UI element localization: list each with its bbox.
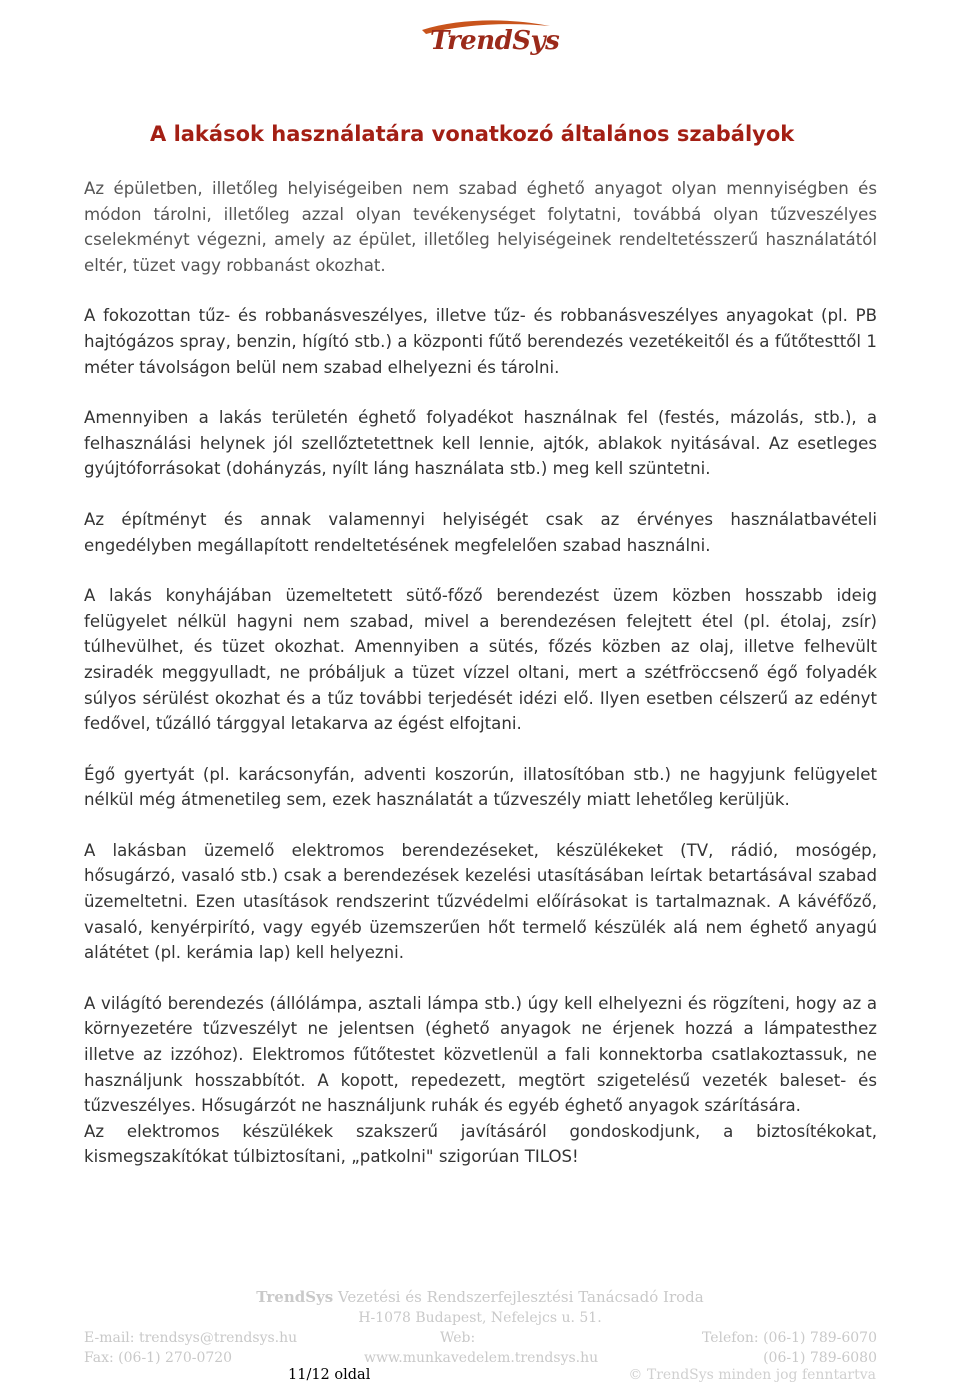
paragraph-building-use: Az építményt és annak valamennyi helyiségét csak az érvényes használatbavételi engedélyben megállapított rendeltetésének megfelelően szabad használni.	[84, 509, 877, 555]
footer-contact-row-1	[84, 1330, 877, 1350]
paragraph-electrical-devices: A lakásban üzemelő elektromos berendezéseket, készülékeket (TV, rádió, mosógép, hősugárzó, vasaló stb.) csak a berendezések kezelési utasításában leírtak betartásával szabad üzemeltetni. Ezen utasítások rendszerint tűzvédelmi előírásokat is tartalmaznak. A kávéfőző, vasaló, kenyérpirító, vagy egyéb üzemszerűen hőt termelő készülék alá nem éghető anyagú alátétet (pl. kerámia lap) kell helyezni.	[84, 840, 877, 963]
paragraph-flammable-materials: A fokozottan tűz- és robbanásveszélyes, illetve tűz- és robbanásveszélyes anyagokat (pl. PB hajtógázos spray, benzin, hígító stb.) a központi fűtő berendezés vezetékeitől és a fűtőtesttől 1 méter távolságon belül nem szabad elhelyezni és tárolni.	[84, 306, 877, 377]
paragraph-lighting: A világító berendezés (állólámpa, asztali lámpa stb.) úgy kell elhelyezni és rögzíteni, hogy az a környezetére tűzveszélyt ne jelentsen (éghető anyagok ne érjenek hozzá a lámpatesthez illetve az izzóhoz). Elektromos fűtőtestet közvetlenül a fali konnektorba csatlakoztassuk, ne használjunk hosszabbítót. A kopott, repedezett, megtört szigetelésű vezeték baleset- és tűzveszélyes. Hősugárzót ne használjunk ruhák és egyéb éghető anyagok szárítására.	[84, 993, 877, 1116]
footer-fax: Fax: (06-1) 270-0720	[84, 1350, 233, 1366]
footer-phone: Telefon: (06-1) 789-6070	[702, 1330, 877, 1346]
page-title: A lakások használatára vonatkozó általános szabályok	[150, 122, 795, 146]
page-number: 11/12 oldal	[288, 1367, 371, 1383]
paragraph-storage: Az épületben, illetőleg helyiségeiben nem szabad éghető anyagot olyan mennyiségben és módon tárolni, illetőleg azzal olyan tevékenységet folytatni, továbbá olyan tűzveszélyes cselekményt végezni, amely az épület, illetőleg helyiségeinek rendeltetésszerű használatától eltér, tüzet vagy robbanást okozhat.	[84, 179, 877, 275]
trendsys-logo	[400, 16, 560, 76]
footer-brand: TrendSys	[256, 1288, 334, 1306]
paragraph-flammable-liquids: Amennyiben a lakás területén éghető folyadékot használnak fel (festés, mázolás, stb.), a felhasználási helynek jól szellőztetettnek kell lennie, ajtók, ablakok nyitásával. Az esetleges gyújtóforrásokat (dohányzás, nyílt láng használata stb.) meg kell szüntetni.	[84, 408, 877, 479]
footer-copyright: © TrendSys minden jog fenntartva	[628, 1367, 876, 1383]
footer-phone-2: (06-1) 789-6080	[763, 1350, 877, 1366]
footer-web-url: www.munkavedelem.trendsys.hu	[364, 1350, 599, 1366]
paragraph-repairs: Az elektromos készülékek szakszerű javításáról gondoskodjunk, a biztosítékokat, kismegszakítókat túlbiztosítani, „patkolni" szigorúan TILOS!	[84, 1121, 877, 1167]
footer-company-name: Vezetési és Rendszerfejlesztési Tanácsadó Iroda	[333, 1288, 704, 1306]
logo-text: TrendSys	[430, 26, 560, 56]
paragraph-kitchen: A lakás konyhájában üzemeltetett sütő-főző berendezést üzem közben hosszabb ideig felügyelet nélkül hagyni nem szabad, mivel a berendezésen felejtett étel (pl. étolaj, zsír) túlhevülhet, és tüzet okozhat. Amennyiben a sütés, főzés közben az olaj, illetve felhevült zsiradék meggyulladt, ne próbáljuk a tüzet vízzel oltani, mert a szétfröccsenő égő folyadék súlyos sérülést okozhat és a tűz további terjedését idézi elő. Ilyen esetben célszerű az edényt fedővel, tűzálló tárggyal letakarva az égést elfojtani.	[84, 586, 877, 734]
document-body	[84, 176, 877, 1195]
footer-email: E-mail: trendsys@trendsys.hu	[84, 1330, 298, 1346]
footer-company-line	[0, 1288, 960, 1306]
footer-address: H-1078 Budapest, Nefelejcs u. 51.	[358, 1310, 602, 1326]
footer-web-label: Web:	[440, 1330, 476, 1346]
paragraph-candles: Égő gyertyát (pl. karácsonyfán, adventi koszorún, illatosítóban stb.) ne hagyjunk felügyelet nélkül még átmenetileg sem, ezek használatát a tűzveszély miatt lehetőleg kerüljük.	[84, 764, 877, 810]
